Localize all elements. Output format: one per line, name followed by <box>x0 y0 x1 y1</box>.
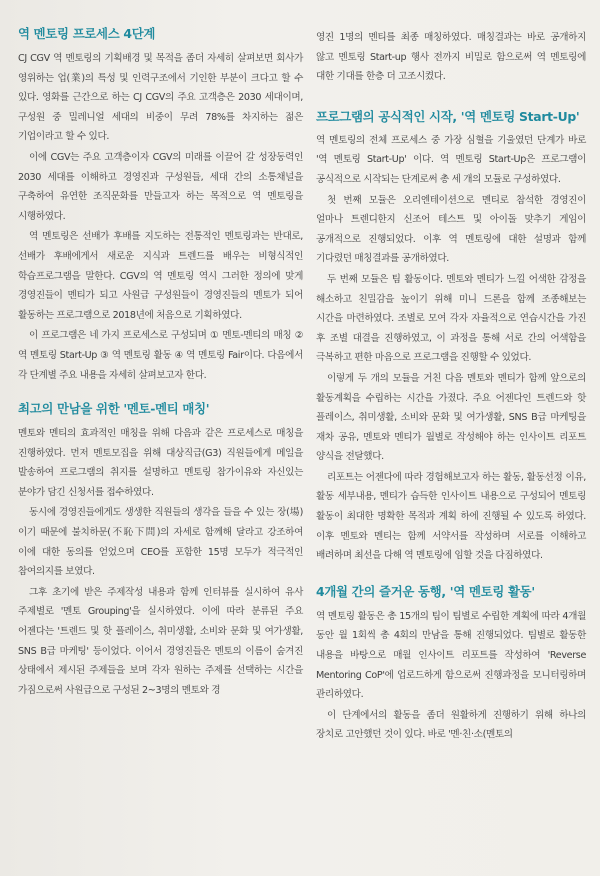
paragraph: CJ CGV 역 멘토링의 기획배경 및 목적을 좀더 자세히 살펴보면 회사가 영위하는 업(業)의 특성 및 인력구조에서 기인한 부분이 크다고 할 수 있다. 영화를 근간으로 하는 CJ CGV의 주요 고객층은 2030 세대이며, 구성원 중 밀레니얼 세대의 비중이 무려 78%를 차지하는 젊은 기업이라고 할 수 있다. <box>18 53 303 143</box>
left-column <box>18 0 303 700</box>
paragraph: 그후 초기에 받은 주제작성 내용과 함께 인터뷰를 실시하여 유사 주제별로 '멘토 Grouping'을 실시하였다. 이에 따라 분류된 주요 어젠다는 '트렌드 및 핫 플레이스, 취미생활, 소비와 문화 및 여가생활, SNS B급 마케팅' 등이었다. 이어서 경영진들은 멘토의 이름이 숨겨진 상태에서 제시된 주제들을 보며 각자 원하는 주제를 선택하는 시간을 가짐으로써 사원급으로 구성된 2~3명의 멘토와 경 <box>18 586 303 696</box>
paragraph: 리포트는 어젠다에 따라 경험해보고자 하는 활동, 활동선정 이유, 활동 세부내용, 멘티가 습득한 인사이트 내용으로 구성되어 멘토링 활동이 최대한 명확한 목적과 계획 하에 진행될 수 있도록 하였다. 이후 멘토와 멘티는 함께 서약서를 작성하며 서로를 이해하고 배려하며 최선을 다해 역 멘토링에 임할 것을 다짐하였다. <box>316 471 586 562</box>
paragraph: 이 프로그램은 네 가지 프로세스로 구성되며 ① 멘토-멘티의 매칭 ② 역 멘토링 Start-Up ③ 역 멘토링 활동 ④ 역 멘토링 Fair이다. 다음에서 각 단계별 주요 내용을 자세히 살펴보고자 한다. <box>18 330 303 381</box>
paragraph: 두 번째 모듈은 팀 활동이다. 멘토와 멘티가 느낄 어색한 감정을 해소하고 친밀감을 높이기 위해 미니 드론을 함께 조종해보는 시간을 마련하였다. 조별로 모여 각자 자율적으로 연습시간을 가진 후 조별 대결을 진행하였고, 이 과정을 통해 서로 간의 어색함을 극복하고 편한 마음으로 프로그램을 진행할 수 있었다. <box>316 273 586 364</box>
section-title-matching: 최고의 만남을 위한 '멘토-멘티 매칭' <box>18 401 210 417</box>
paragraph: 역 멘토링의 전체 프로세스 중 가장 심혈을 기울였던 단계가 바로 '역 멘토링 Start-Up' 이다. 역 멘토링 Start-Up은 프로그램이 공식적으로 시작되는 단계로써 총 세 개의 모듈로 구성하였다. <box>316 134 586 185</box>
paragraph: 역 멘토링은 선배가 후배를 지도하는 전통적인 멘토링과는 반대로, 선배가 후배에게서 새로운 지식과 트렌드를 배우는 비형식적인 학습프로그램을 말한다. CGV의 역 멘토링 역시 그러한 정의에 맞게 경영진들이 멘티가 되고 사원급 구성원들이 경영진들의 멘토가 되어 활동하는 프로그램으로 2018년에 처음으로 기획하였다. <box>18 231 303 321</box>
paragraph: 첫 번째 모듈은 오리엔테이션으로 멘티로 참석한 경영진이 얼마나 트렌디한지 신조어 테스트 및 아이돌 맞추기 게임이 공개적으로 진행되었다. 이후 역 멘토링에 대한 설명과 함께 기다렸던 매칭결과를 공개하였다. <box>316 194 586 265</box>
paragraph: 이렇게 두 개의 모듈을 거친 다음 멘토와 멘티가 함께 앞으로의 활동계획을 수립하는 시간을 가졌다. 주요 어젠다인 트렌드와 핫 플레이스, 취미생활, 소비와 문화 및 여가생활, SNS B급 마케팅을 재차 공유, 멘토와 멘티가 월별로 작성해야 하는 인사이트 리포트 양식을 전달했다. <box>316 372 586 463</box>
right-column <box>316 0 586 745</box>
paragraph-continuation: 영진 1명의 멘티를 최종 매칭하였다. 매칭결과는 바로 공개하지 않고 멘토링 Start-up 행사 전까지 비밀로 함으로써 역 멘토링에 대한 기대를 한층 더 고조시켰다. <box>316 32 586 83</box>
paragraph: 멘토와 멘티의 효과적인 매칭을 위해 다음과 같은 프로세스로 매칭을 진행하였다. 먼저 멘토모집을 위해 대상직급(G3) 직원들에게 메일을 발송하여 프로그램의 취지를 설명하고 멘토링 참가이유와 자신있는 분야가 담긴 신청서를 접수하였다. <box>18 428 303 498</box>
paragraph: 동시에 경영진들에게도 생생한 직원들의 생각을 들을 수 있는 장(場)이기 때문에 불치하문(不恥下問)의 자세로 함께해 달라고 강조하여 이에 대한 동의를 얻었으며 CEO를 포함한 15명 모두가 적극적인 참여의지를 보였다. <box>18 507 303 578</box>
section-title-process: 역 멘토링 프로세스 4단계 <box>18 26 156 41</box>
paragraph: 이 단계에서의 활동을 좀더 원활하게 진행하기 위해 하나의 장치로 고안했던 것이 있다. 바로 '멘·친·소(멘토의 <box>316 709 586 741</box>
section-title-activity: 4개월 간의 즐거운 동행, '역 멘토링 활동' <box>316 583 535 599</box>
paragraph: 역 멘토링 활동은 총 15개의 팀이 팀별로 수립한 계획에 따라 4개월 동안 월 1회씩 총 4회의 만남을 통해 진행되었다. 팀별로 활동한 내용을 바탕으로 매월 인사이트 리포트를 작성하여 'Reverse Mentoring CoP'에 업로드하게 함으로써 진행과정을 모니터링하며 관리하였다. <box>316 610 586 701</box>
section-title-startup: 프로그램의 공식적인 시작, '역 멘토링 Start-Up' <box>316 108 580 124</box>
paragraph: 이에 CGV는 주요 고객층이자 CGV의 미래를 이끌어 갈 성장동력인 2030 세대를 이해하고 경영진과 구성원들, 세대 간의 소통채널을 구축하여 유연한 조직문화를 만들고자 하는 목적으로 역 멘토링을 시행하였다. <box>18 151 303 222</box>
